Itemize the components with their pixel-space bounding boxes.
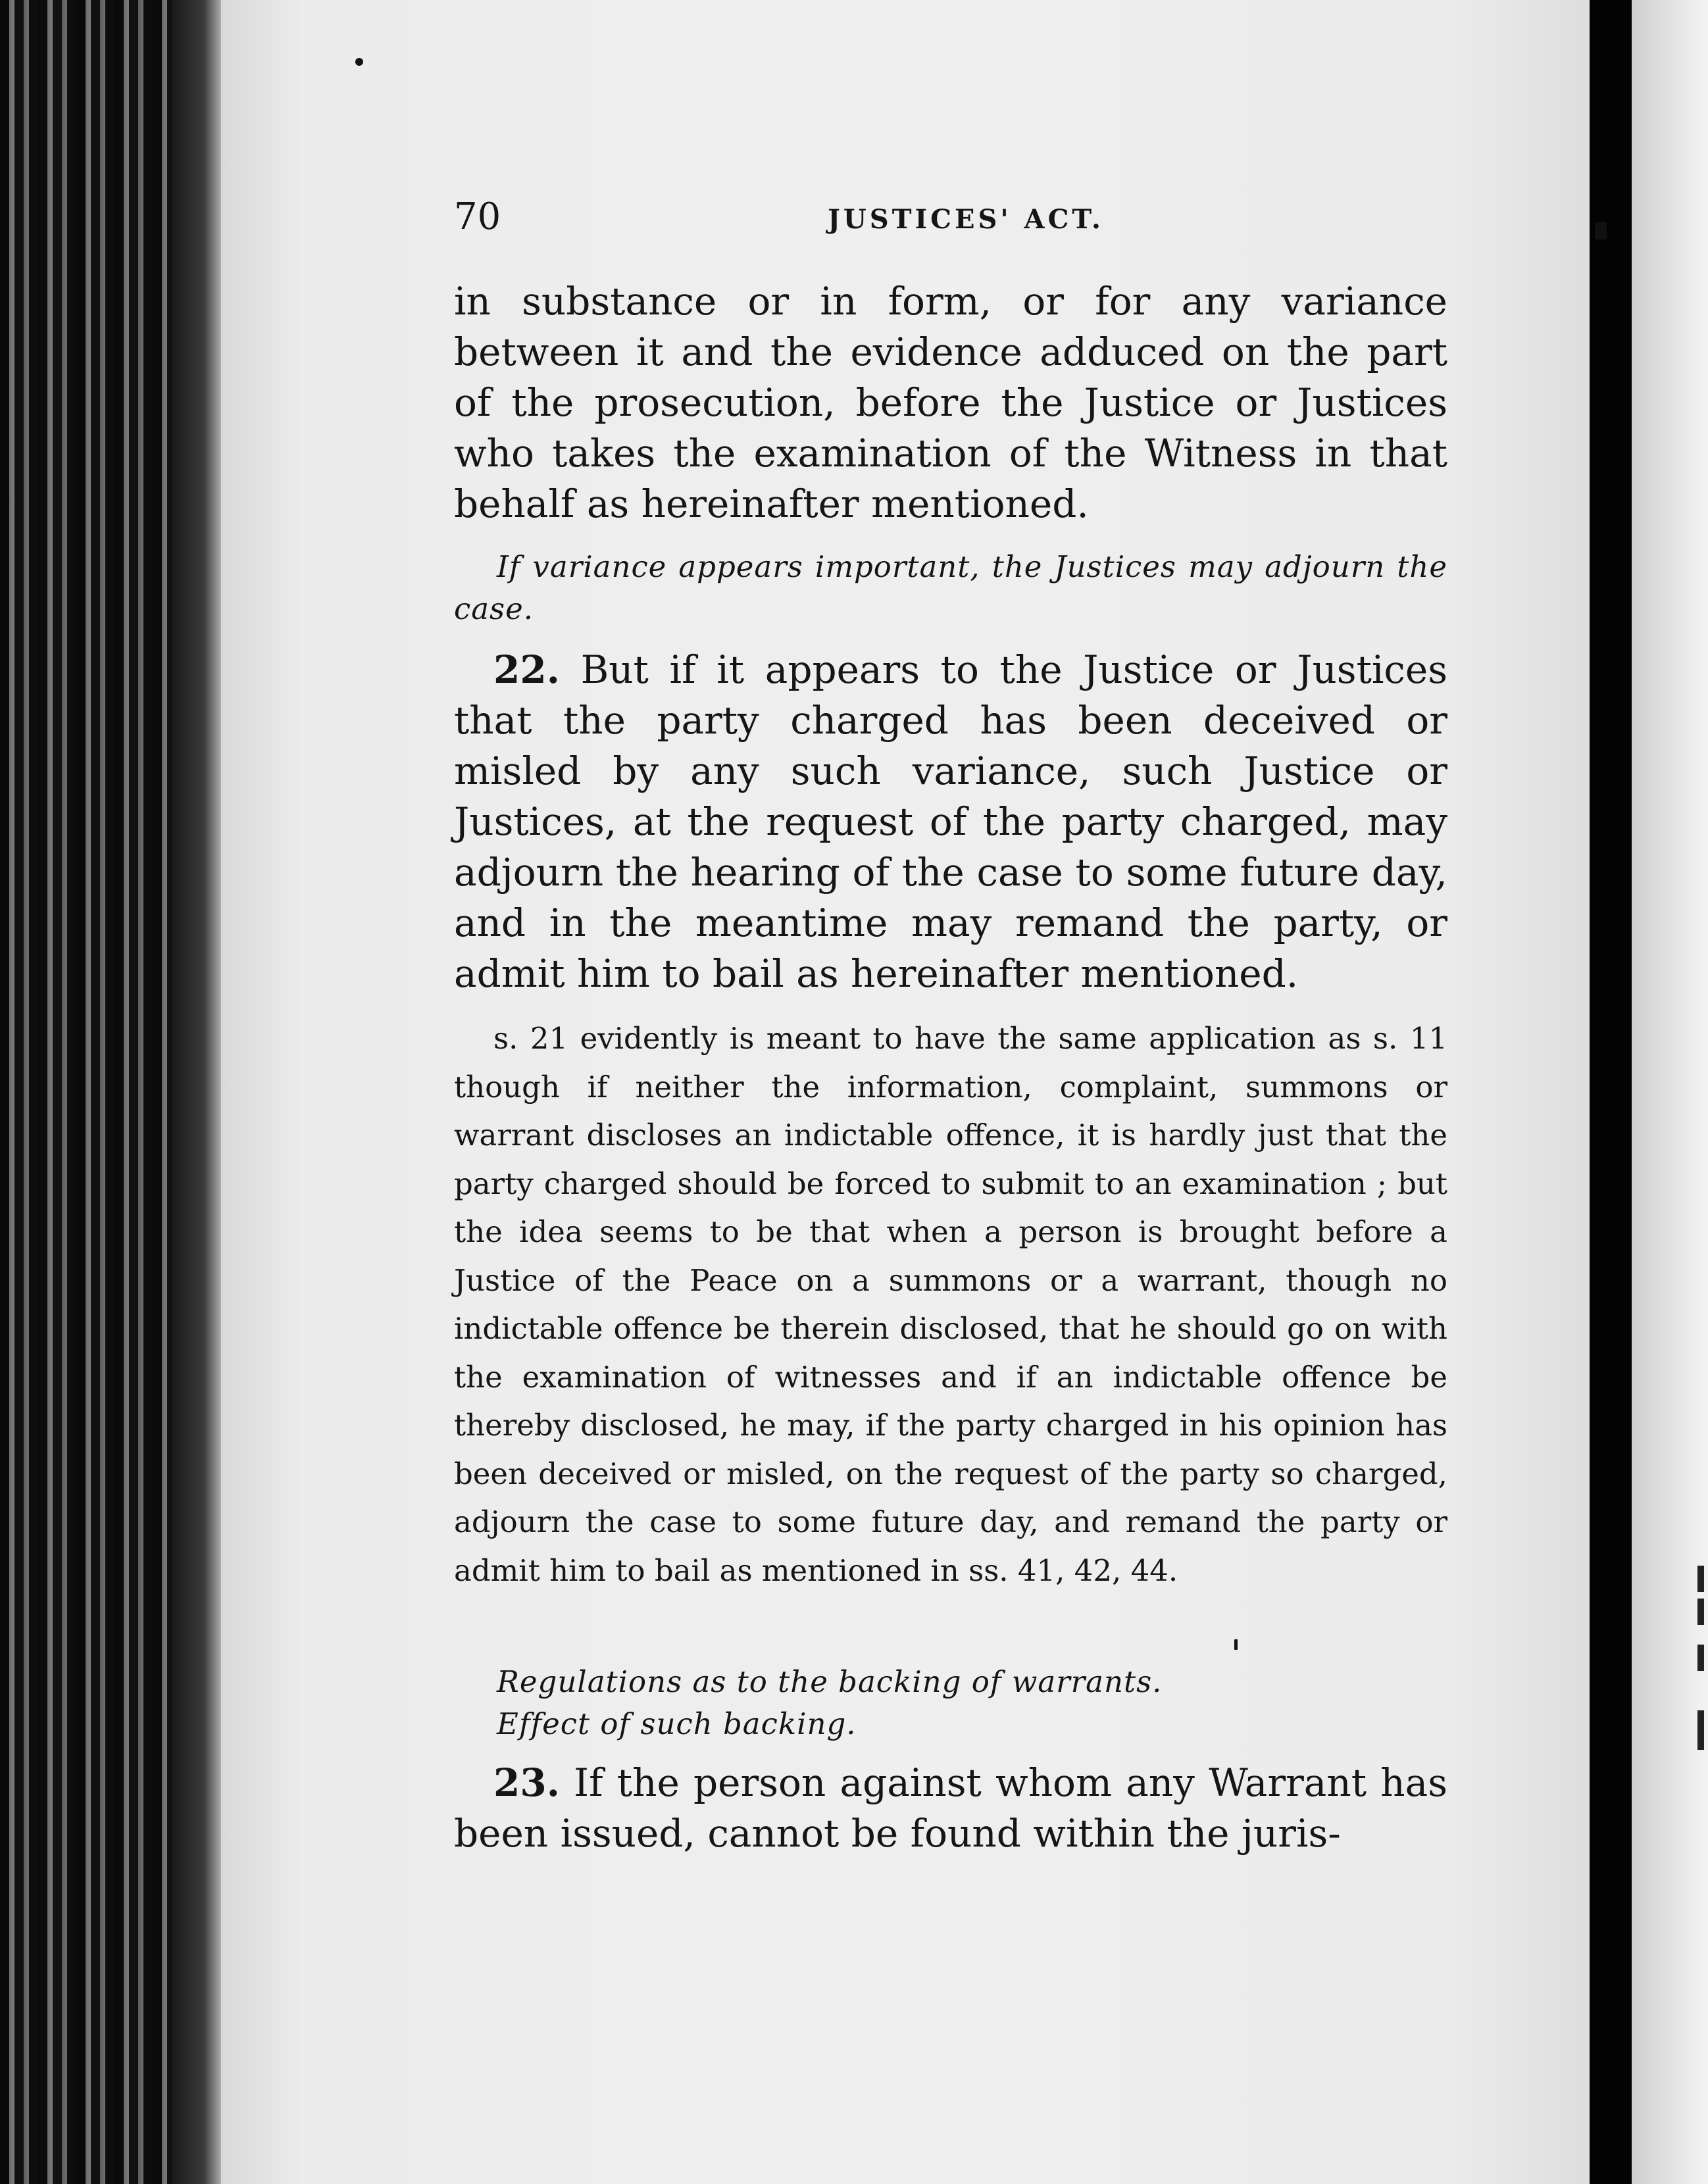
- section-paragraph: [454, 645, 1447, 999]
- page-number: 70: [454, 195, 501, 238]
- commentary-block: [454, 1014, 1447, 1595]
- commentary-paragraph: s. 21 evidently is meant to have the same application as s. 11 though if neither the information, complaint, summons or warrant discloses an indictable offence, it is hardly just that the party charged should be forced to submit to an examination ; but the idea seems to be that when a person is brought before a Justice of the Peace on a summons or a warrant, though no indictable offence be therein disclosed, that he should go on with the examination of witnesses and if an indictable offence be thereby disclosed, he may, if the party charged in his opinion has been deceived or misled, on the request of the party so charged, adjourn the case to some future day, and remand the party or admit him to bail as mentioned in ss. 41, 42, 44.: [454, 1021, 1447, 1588]
- section-text: But if it appears to the Justice or Justices that the party charged has been deceived or misled by any such variance, such Justice or Justices, at the request of the party charged, may adjourn the hearing of the case to some future day, and in the meantime may remand the party, or admit him to bail as hereinafter mentioned.: [454, 647, 1447, 996]
- section-text: If the person against whom any Warrant has been issued, cannot be found within the juris-: [454, 1760, 1447, 1856]
- marginal-note: If variance appears important, the Justices may adjourn the case.: [454, 549, 1447, 626]
- dust-speck: [355, 58, 363, 66]
- marginal-note: Effect of such backing.: [497, 1706, 857, 1741]
- dust-speck: [1595, 222, 1607, 239]
- gutter-divider: [1590, 0, 1632, 2184]
- running-head: [454, 191, 1112, 243]
- dust-speck: [1234, 1639, 1238, 1650]
- section-23: [454, 1758, 1447, 1859]
- facing-page-mark: [1697, 1599, 1704, 1625]
- running-title: JUSTICES' ACT.: [828, 204, 1104, 235]
- section-number: 22.: [493, 647, 560, 692]
- facing-page-mark: [1697, 1645, 1704, 1671]
- facing-page-mark: [1697, 1710, 1704, 1750]
- facing-page-edge: [1632, 0, 1708, 2184]
- section-22: [454, 645, 1447, 999]
- main-text: [454, 276, 1447, 530]
- marginal-note: Regulations as to the backing of warrants.: [497, 1664, 1163, 1699]
- section-paragraph: [454, 1758, 1447, 1859]
- sidenote-block-23: [454, 1661, 1447, 1745]
- sidenote-block-22: [454, 546, 1447, 630]
- binding-shadow: [172, 0, 225, 2184]
- continuation-paragraph: in substance or in form, or for any variance between it and the evidence adduced on the part of the prosecution, before the Justice or Justices who takes the examination of the Witness in that behalf as hereinafter mentioned.: [454, 279, 1447, 526]
- facing-page-mark: [1697, 1566, 1704, 1592]
- section-number: 23.: [493, 1760, 560, 1805]
